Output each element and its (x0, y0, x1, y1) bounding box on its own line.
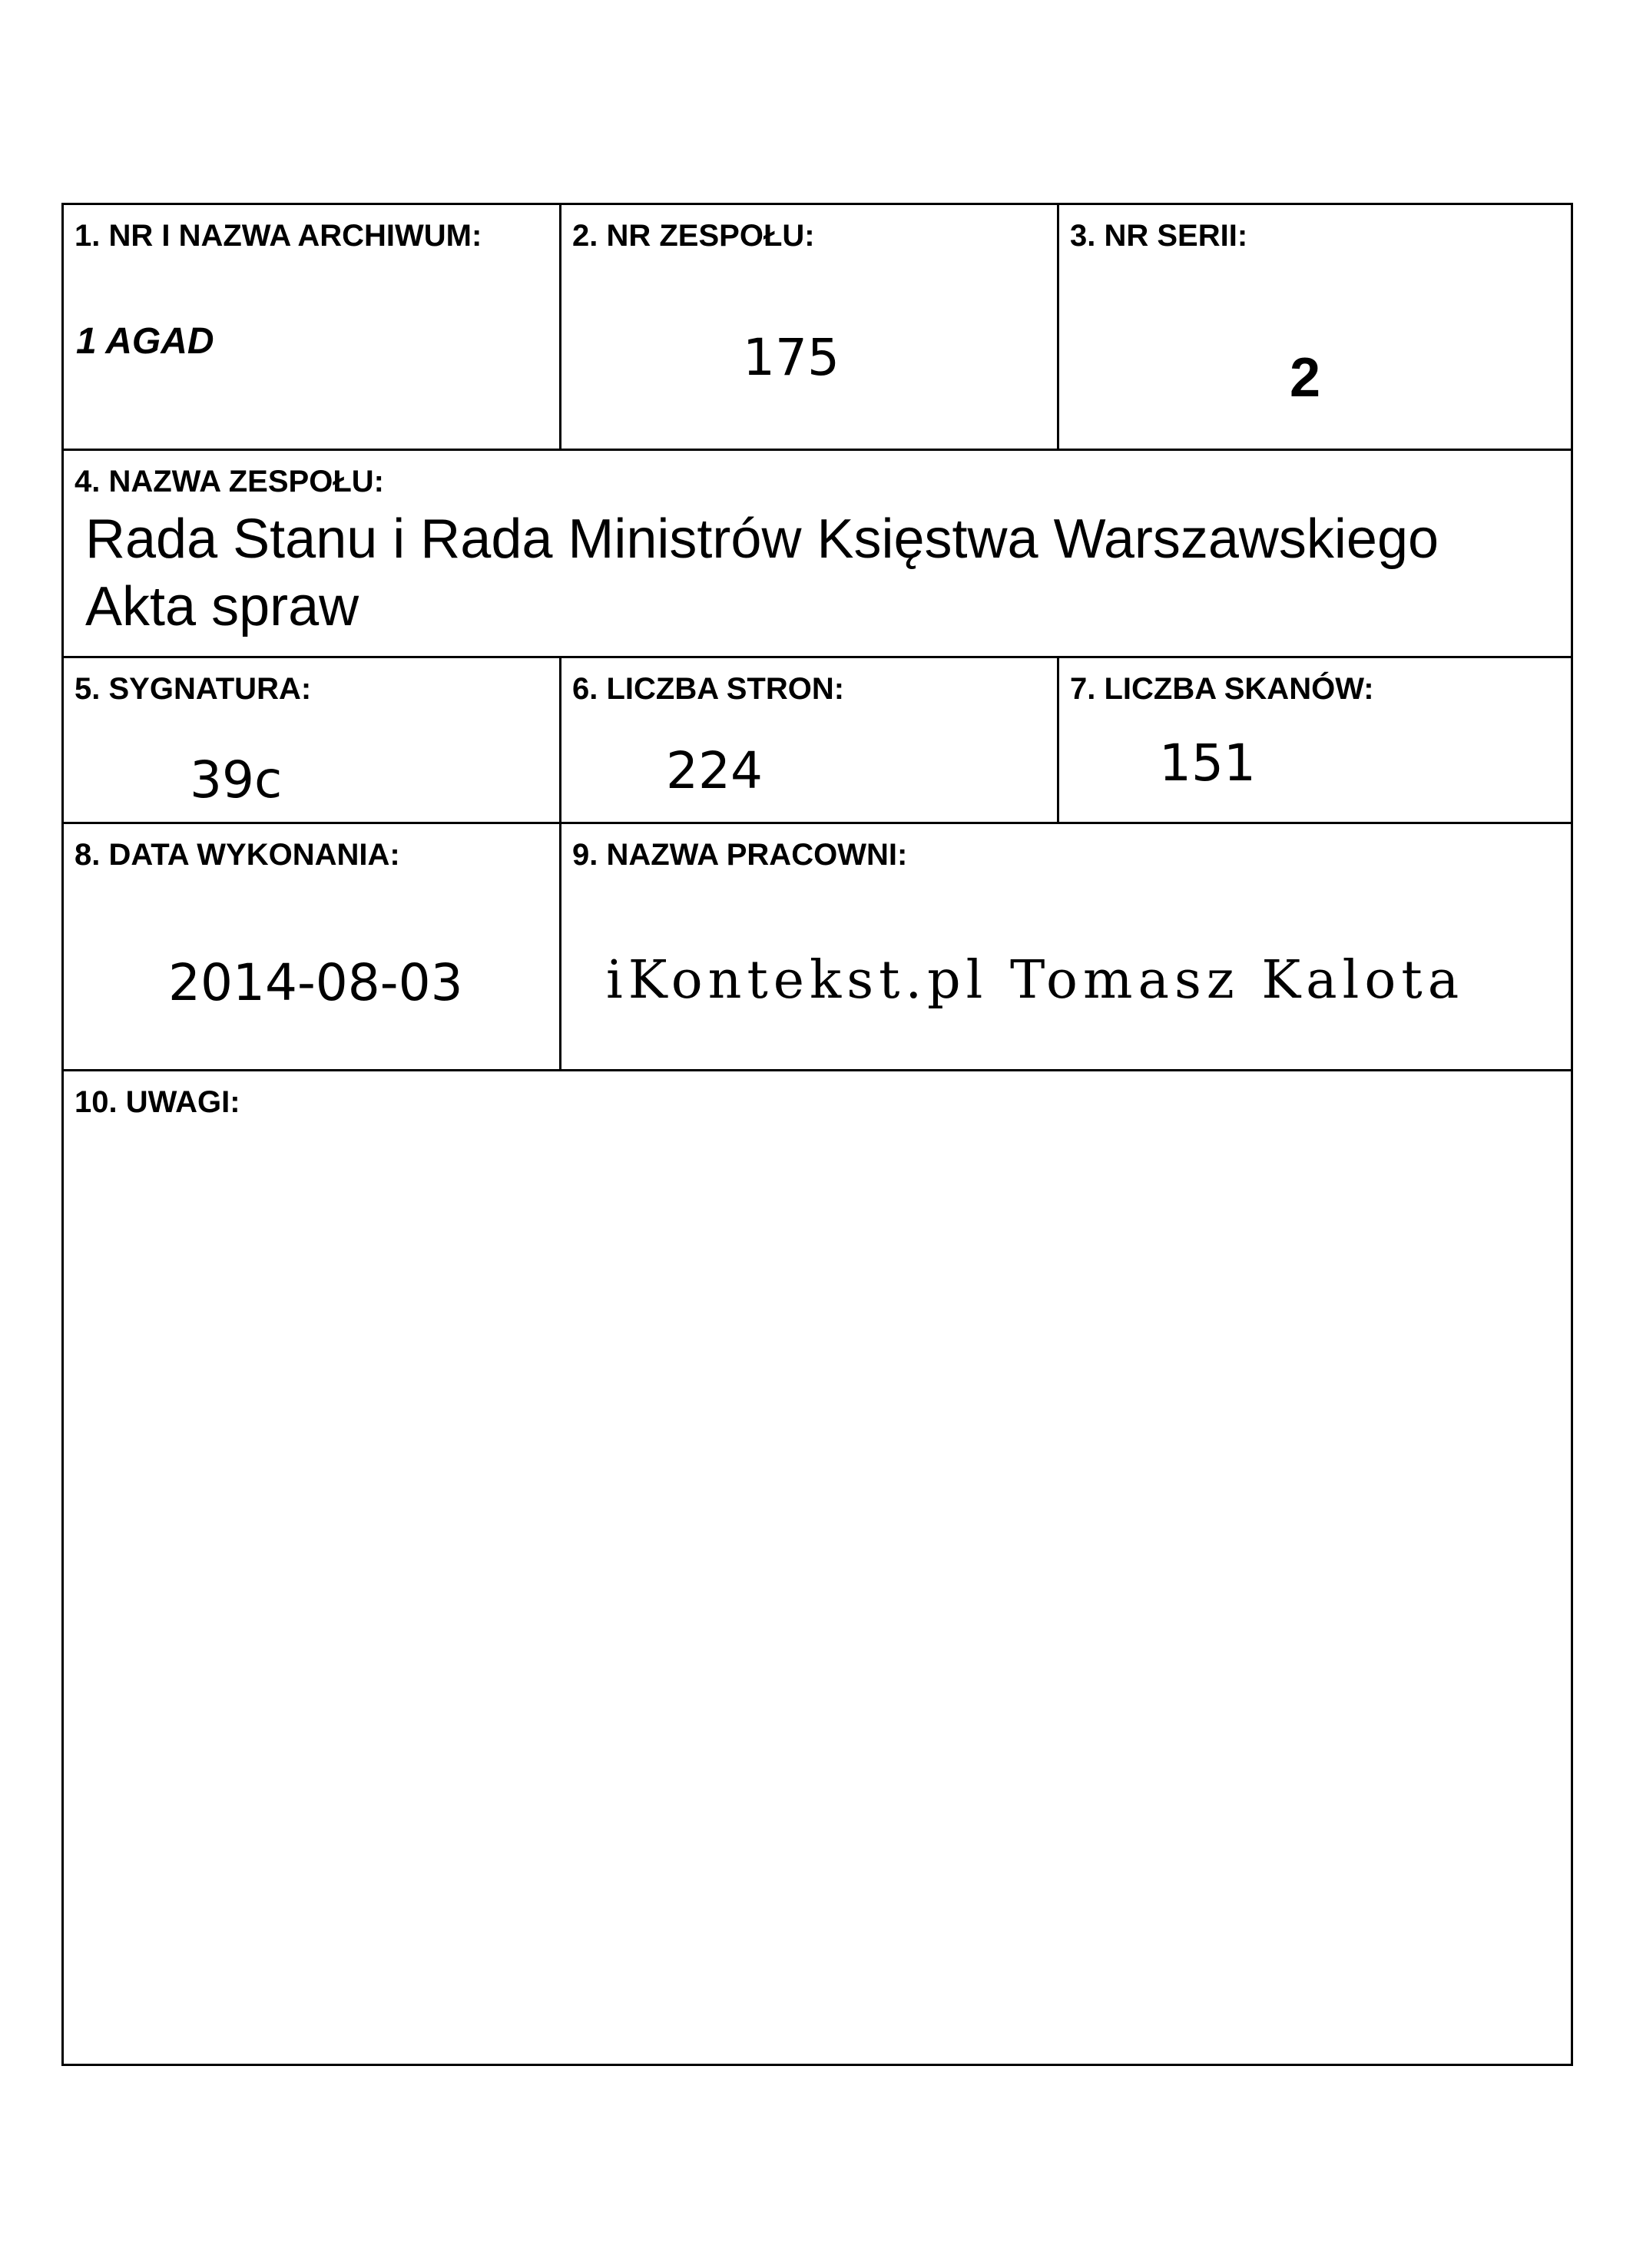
series-number-cell (1059, 205, 1571, 451)
date-label: 8. DATA WYKONANIA: (75, 838, 400, 872)
signature-label: 5. SYGNATURA: (75, 672, 312, 706)
notes-cell (64, 1071, 1571, 2064)
archive-value: 1 AGAD (76, 321, 214, 362)
series-number-value: 2 (1290, 347, 1321, 409)
scan-count-cell (1059, 658, 1571, 824)
fonds-name-cell (64, 451, 1571, 658)
date-cell (64, 824, 561, 1071)
signature-value: 39c (190, 750, 283, 810)
scan-count-value: 151 (1159, 733, 1256, 793)
fonds-name-line2: Akta spraw (85, 576, 359, 637)
date-value: 2014-08-03 (168, 953, 463, 1012)
archive-label: 1. NR I NAZWA ARCHIWUM: (75, 219, 482, 253)
signature-cell (64, 658, 561, 824)
studio-value: iKontekst.pl Tomasz Kalota (606, 950, 1465, 1011)
series-number-label: 3. NR SERII: (1070, 219, 1248, 253)
studio-label: 9. NAZWA PRACOWNI: (572, 838, 908, 872)
notes-label: 10. UWAGI: (75, 1085, 240, 1119)
fonds-name-line1: Rada Stanu i Rada Ministrów Księstwa Warszawskiego (85, 508, 1439, 570)
archive-cell (64, 205, 561, 451)
fonds-number-label: 2. NR ZESPOŁU: (572, 219, 815, 253)
page-count-value: 224 (666, 741, 763, 800)
studio-cell (561, 824, 1571, 1071)
page-count-label: 6. LICZBA STRON: (572, 672, 845, 706)
scan-count-label: 7. LICZBA SKANÓW: (1070, 672, 1374, 706)
page-count-cell (561, 658, 1059, 824)
fonds-number-cell (561, 205, 1059, 451)
archive-metadata-card (61, 203, 1573, 2066)
fonds-number-value: 175 (743, 328, 840, 387)
fonds-name-label: 4. NAZWA ZESPOŁU: (75, 465, 384, 498)
